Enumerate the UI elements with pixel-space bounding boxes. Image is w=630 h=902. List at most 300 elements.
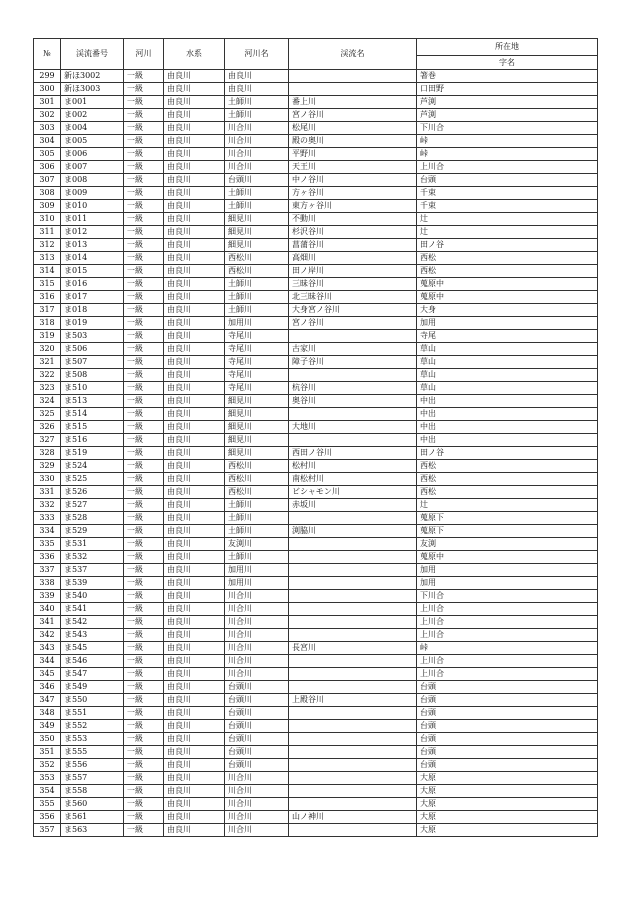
cell-river-name: 土師川 <box>225 278 289 291</box>
cell-stream-code: ま014 <box>61 252 124 265</box>
cell-aza: 友渕 <box>417 538 598 551</box>
table-row <box>34 694 598 707</box>
cell-river-name: 川合川 <box>225 824 289 837</box>
cell-no: 309 <box>34 200 61 213</box>
cell-river-class: 一級 <box>124 798 164 811</box>
cell-aza: 中出 <box>417 395 598 408</box>
cell-stream-name: 不動川 <box>289 213 417 226</box>
cell-stream-name: 奥谷川 <box>289 395 417 408</box>
cell-aza: 台頭 <box>417 174 598 187</box>
cell-water-system: 由良川 <box>164 356 225 369</box>
cell-river-class: 一級 <box>124 83 164 96</box>
cell-no: 300 <box>34 83 61 96</box>
cell-water-system: 由良川 <box>164 499 225 512</box>
cell-water-system: 由良川 <box>164 174 225 187</box>
table-row <box>34 525 598 538</box>
cell-stream-code: 新ほ3003 <box>61 83 124 96</box>
cell-stream-name <box>289 655 417 668</box>
cell-aza: 台頭 <box>417 694 598 707</box>
cell-water-system: 由良川 <box>164 395 225 408</box>
cell-water-system: 由良川 <box>164 161 225 174</box>
cell-no: 305 <box>34 148 61 161</box>
table-row <box>34 577 598 590</box>
cell-river-name: 由良川 <box>225 83 289 96</box>
table-row <box>34 343 598 356</box>
cell-no: 347 <box>34 694 61 707</box>
cell-river-class: 一級 <box>124 408 164 421</box>
cell-aza: 辻 <box>417 213 598 226</box>
cell-no: 301 <box>34 96 61 109</box>
cell-river-class: 一級 <box>124 785 164 798</box>
cell-aza: 台頭 <box>417 733 598 746</box>
cell-aza: 中出 <box>417 408 598 421</box>
cell-stream-name <box>289 720 417 733</box>
cell-river-name: 友渕川 <box>225 538 289 551</box>
cell-water-system: 由良川 <box>164 135 225 148</box>
cell-river-class: 一級 <box>124 538 164 551</box>
cell-water-system: 由良川 <box>164 109 225 122</box>
cell-river-class: 一級 <box>124 109 164 122</box>
cell-river-class: 一級 <box>124 512 164 525</box>
cell-stream-name <box>289 746 417 759</box>
cell-stream-name <box>289 798 417 811</box>
cell-aza: 上川合 <box>417 603 598 616</box>
table-row <box>34 369 598 382</box>
cell-water-system: 由良川 <box>164 343 225 356</box>
table-row <box>34 811 598 824</box>
cell-river-class: 一級 <box>124 577 164 590</box>
cell-river-class: 一級 <box>124 772 164 785</box>
cell-aza: 台頭 <box>417 681 598 694</box>
cell-aza: 上川合 <box>417 161 598 174</box>
cell-river-name: 加用川 <box>225 564 289 577</box>
table-row <box>34 655 598 668</box>
cell-aza: 台頭 <box>417 746 598 759</box>
cell-stream-code: ま013 <box>61 239 124 252</box>
cell-no: 355 <box>34 798 61 811</box>
cell-stream-code: ま528 <box>61 512 124 525</box>
cell-stream-code: ま529 <box>61 525 124 538</box>
cell-water-system: 由良川 <box>164 551 225 564</box>
cell-water-system: 由良川 <box>164 707 225 720</box>
cell-no: 319 <box>34 330 61 343</box>
cell-stream-code: ま510 <box>61 382 124 395</box>
cell-no: 323 <box>34 382 61 395</box>
table-row <box>34 70 598 83</box>
cell-river-class: 一級 <box>124 239 164 252</box>
cell-water-system: 由良川 <box>164 733 225 746</box>
cell-stream-name <box>289 538 417 551</box>
table-row <box>34 746 598 759</box>
cell-river-class: 一級 <box>124 564 164 577</box>
cell-stream-name <box>289 434 417 447</box>
cell-no: 304 <box>34 135 61 148</box>
cell-river-class: 一級 <box>124 551 164 564</box>
cell-water-system: 由良川 <box>164 291 225 304</box>
table-body <box>34 70 598 837</box>
table-row <box>34 785 598 798</box>
cell-river-name: 西松川 <box>225 460 289 473</box>
cell-water-system: 由良川 <box>164 629 225 642</box>
cell-river-name: 土師川 <box>225 551 289 564</box>
cell-water-system: 由良川 <box>164 70 225 83</box>
cell-river-name: 西松川 <box>225 486 289 499</box>
cell-river-class: 一級 <box>124 681 164 694</box>
cell-aza: 西松 <box>417 460 598 473</box>
cell-no: 340 <box>34 603 61 616</box>
cell-stream-name: 高畑川 <box>289 252 417 265</box>
cell-stream-code: ま542 <box>61 616 124 629</box>
table-row <box>34 772 598 785</box>
cell-stream-name <box>289 759 417 772</box>
cell-stream-code: ま563 <box>61 824 124 837</box>
table-row <box>34 759 598 772</box>
cell-river-class: 一級 <box>124 174 164 187</box>
cell-water-system: 由良川 <box>164 434 225 447</box>
table-row <box>34 317 598 330</box>
cell-river-class: 一級 <box>124 135 164 148</box>
cell-stream-code: ま008 <box>61 174 124 187</box>
cell-no: 336 <box>34 551 61 564</box>
cell-no: 344 <box>34 655 61 668</box>
cell-aza: 下川合 <box>417 122 598 135</box>
cell-water-system: 由良川 <box>164 447 225 460</box>
cell-river-class: 一級 <box>124 96 164 109</box>
cell-river-class: 一級 <box>124 330 164 343</box>
cell-stream-name: 上殿谷川 <box>289 694 417 707</box>
cell-no: 302 <box>34 109 61 122</box>
cell-stream-name <box>289 590 417 603</box>
cell-river-class: 一級 <box>124 499 164 512</box>
cell-no: 338 <box>34 577 61 590</box>
cell-stream-code: ま540 <box>61 590 124 603</box>
cell-stream-code: ま508 <box>61 369 124 382</box>
cell-no: 311 <box>34 226 61 239</box>
cell-water-system: 由良川 <box>164 265 225 278</box>
cell-river-name: 川合川 <box>225 603 289 616</box>
table-row <box>34 239 598 252</box>
cell-stream-name: 田ノ岸川 <box>289 265 417 278</box>
cell-water-system: 由良川 <box>164 421 225 434</box>
table-row <box>34 616 598 629</box>
cell-aza: 千束 <box>417 200 598 213</box>
cell-no: 315 <box>34 278 61 291</box>
cell-stream-name: 山ノ神川 <box>289 811 417 824</box>
cell-river-name: 土師川 <box>225 187 289 200</box>
cell-no: 321 <box>34 356 61 369</box>
cell-stream-code: ま011 <box>61 213 124 226</box>
cell-water-system: 由良川 <box>164 720 225 733</box>
cell-water-system: 由良川 <box>164 785 225 798</box>
cell-stream-name <box>289 733 417 746</box>
cell-river-name: 寺尾川 <box>225 343 289 356</box>
cell-stream-name <box>289 551 417 564</box>
cell-river-name: 細見川 <box>225 213 289 226</box>
cell-river-name: 川合川 <box>225 785 289 798</box>
cell-stream-code: ま010 <box>61 200 124 213</box>
cell-stream-name: 宮ノ谷川 <box>289 109 417 122</box>
cell-stream-code: ま537 <box>61 564 124 577</box>
cell-aza: 箸巻 <box>417 70 598 83</box>
cell-river-class: 一級 <box>124 200 164 213</box>
cell-stream-code: ま007 <box>61 161 124 174</box>
table-row <box>34 395 598 408</box>
cell-water-system: 由良川 <box>164 655 225 668</box>
cell-water-system: 由良川 <box>164 122 225 135</box>
cell-no: 345 <box>34 668 61 681</box>
cell-aza: 蒐原中 <box>417 291 598 304</box>
cell-stream-name: 三昧谷川 <box>289 278 417 291</box>
cell-stream-name: 松村川 <box>289 460 417 473</box>
cell-river-name: 寺尾川 <box>225 382 289 395</box>
cell-stream-code: ま018 <box>61 304 124 317</box>
cell-river-name: 細見川 <box>225 239 289 252</box>
table-row <box>34 356 598 369</box>
cell-stream-code: ま556 <box>61 759 124 772</box>
cell-water-system: 由良川 <box>164 369 225 382</box>
cell-no: 318 <box>34 317 61 330</box>
cell-stream-code: ま551 <box>61 707 124 720</box>
cell-water-system: 由良川 <box>164 746 225 759</box>
cell-water-system: 由良川 <box>164 382 225 395</box>
cell-aza: 大原 <box>417 824 598 837</box>
stream-table <box>33 38 598 837</box>
cell-stream-code: ま519 <box>61 447 124 460</box>
cell-river-name: 寺尾川 <box>225 356 289 369</box>
cell-stream-code: ま009 <box>61 187 124 200</box>
table-row <box>34 213 598 226</box>
cell-stream-name <box>289 772 417 785</box>
cell-no: 350 <box>34 733 61 746</box>
cell-stream-name: 渕脇川 <box>289 525 417 538</box>
cell-aza: 台頭 <box>417 720 598 733</box>
table-row <box>34 304 598 317</box>
table-row <box>34 564 598 577</box>
cell-river-name: 台頭川 <box>225 759 289 772</box>
cell-river-name: 川合川 <box>225 616 289 629</box>
table-row <box>34 824 598 837</box>
cell-stream-name: 番上川 <box>289 96 417 109</box>
cell-river-class: 一級 <box>124 70 164 83</box>
cell-stream-name: ビシャモン川 <box>289 486 417 499</box>
cell-aza: 大原 <box>417 811 598 824</box>
cell-stream-code: ま539 <box>61 577 124 590</box>
table-row <box>34 447 598 460</box>
cell-aza: 西松 <box>417 252 598 265</box>
table-row <box>34 512 598 525</box>
cell-stream-code: ま012 <box>61 226 124 239</box>
cell-aza: 加用 <box>417 317 598 330</box>
cell-no: 352 <box>34 759 61 772</box>
cell-river-name: 西松川 <box>225 252 289 265</box>
cell-river-class: 一級 <box>124 486 164 499</box>
cell-aza: 草山 <box>417 343 598 356</box>
cell-river-class: 一級 <box>124 265 164 278</box>
cell-no: 326 <box>34 421 61 434</box>
table-row <box>34 590 598 603</box>
cell-water-system: 由良川 <box>164 798 225 811</box>
cell-water-system: 由良川 <box>164 330 225 343</box>
table-row <box>34 733 598 746</box>
cell-aza: 大身 <box>417 304 598 317</box>
cell-river-class: 一級 <box>124 382 164 395</box>
cell-stream-code: ま557 <box>61 772 124 785</box>
cell-stream-code: ま532 <box>61 551 124 564</box>
cell-river-name: 土師川 <box>225 499 289 512</box>
cell-river-name: 由良川 <box>225 70 289 83</box>
cell-water-system: 由良川 <box>164 408 225 421</box>
cell-no: 356 <box>34 811 61 824</box>
cell-stream-code: 新ほ3002 <box>61 70 124 83</box>
cell-river-class: 一級 <box>124 317 164 330</box>
cell-river-class: 一級 <box>124 733 164 746</box>
cell-river-class: 一級 <box>124 421 164 434</box>
cell-stream-name: 宮ノ谷川 <box>289 317 417 330</box>
cell-aza: 大原 <box>417 772 598 785</box>
cell-stream-name <box>289 668 417 681</box>
cell-river-class: 一級 <box>124 616 164 629</box>
cell-stream-name <box>289 512 417 525</box>
cell-stream-name <box>289 681 417 694</box>
cell-stream-code: ま516 <box>61 434 124 447</box>
table-row <box>34 408 598 421</box>
cell-stream-code: ま541 <box>61 603 124 616</box>
table-row <box>34 83 598 96</box>
cell-river-class: 一級 <box>124 655 164 668</box>
cell-river-class: 一級 <box>124 343 164 356</box>
cell-aza: 峠 <box>417 135 598 148</box>
cell-stream-name <box>289 603 417 616</box>
cell-no: 339 <box>34 590 61 603</box>
cell-aza: 蒐原中 <box>417 278 598 291</box>
cell-river-name: 西松川 <box>225 473 289 486</box>
table-row <box>34 486 598 499</box>
cell-stream-name: 松尾川 <box>289 122 417 135</box>
cell-river-class: 一級 <box>124 434 164 447</box>
header-river-name: 河川名 <box>225 39 289 70</box>
cell-river-name: 土師川 <box>225 200 289 213</box>
cell-aza: 峠 <box>417 148 598 161</box>
table-row <box>34 473 598 486</box>
cell-river-class: 一級 <box>124 148 164 161</box>
cell-river-name: 台頭川 <box>225 174 289 187</box>
cell-stream-code: ま543 <box>61 629 124 642</box>
cell-no: 354 <box>34 785 61 798</box>
cell-no: 310 <box>34 213 61 226</box>
cell-no: 351 <box>34 746 61 759</box>
cell-aza: 田ノ谷 <box>417 239 598 252</box>
cell-river-class: 一級 <box>124 707 164 720</box>
cell-stream-name <box>289 564 417 577</box>
cell-river-class: 一級 <box>124 122 164 135</box>
cell-water-system: 由良川 <box>164 616 225 629</box>
cell-river-name: 川合川 <box>225 655 289 668</box>
cell-stream-name <box>289 707 417 720</box>
cell-river-name: 細見川 <box>225 447 289 460</box>
header-river-class: 河川 <box>124 39 164 70</box>
header-stream-code: 渓流番号 <box>61 39 124 70</box>
table-row <box>34 122 598 135</box>
cell-river-class: 一級 <box>124 603 164 616</box>
table-row <box>34 252 598 265</box>
cell-aza: 辻 <box>417 226 598 239</box>
cell-aza: 加用 <box>417 577 598 590</box>
cell-no: 353 <box>34 772 61 785</box>
table-header <box>34 39 598 70</box>
cell-no: 313 <box>34 252 61 265</box>
cell-stream-name <box>289 83 417 96</box>
cell-stream-name: 南松村川 <box>289 473 417 486</box>
cell-stream-name: 殿の奥川 <box>289 135 417 148</box>
cell-river-class: 一級 <box>124 694 164 707</box>
cell-water-system: 由良川 <box>164 213 225 226</box>
cell-river-class: 一級 <box>124 226 164 239</box>
cell-no: 331 <box>34 486 61 499</box>
cell-water-system: 由良川 <box>164 460 225 473</box>
cell-water-system: 由良川 <box>164 603 225 616</box>
cell-river-name: 加用川 <box>225 317 289 330</box>
cell-stream-name: 西田ノ谷川 <box>289 447 417 460</box>
cell-no: 332 <box>34 499 61 512</box>
cell-no: 348 <box>34 707 61 720</box>
table-row <box>34 629 598 642</box>
cell-stream-code: ま550 <box>61 694 124 707</box>
cell-stream-name <box>289 369 417 382</box>
cell-stream-code: ま006 <box>61 148 124 161</box>
cell-river-name: 川合川 <box>225 772 289 785</box>
cell-stream-code: ま507 <box>61 356 124 369</box>
cell-stream-name <box>289 577 417 590</box>
table-row <box>34 434 598 447</box>
cell-stream-code: ま549 <box>61 681 124 694</box>
table-row <box>34 798 598 811</box>
cell-stream-name: 障子谷川 <box>289 356 417 369</box>
cell-river-class: 一級 <box>124 629 164 642</box>
table-row <box>34 278 598 291</box>
cell-river-class: 一級 <box>124 642 164 655</box>
cell-stream-code: ま547 <box>61 668 124 681</box>
table-row <box>34 538 598 551</box>
table-row <box>34 499 598 512</box>
cell-aza: 蒐原中 <box>417 551 598 564</box>
cell-aza: 上川合 <box>417 616 598 629</box>
cell-stream-name: 北三昧谷川 <box>289 291 417 304</box>
cell-river-name: 土師川 <box>225 96 289 109</box>
cell-no: 343 <box>34 642 61 655</box>
cell-river-class: 一級 <box>124 525 164 538</box>
cell-water-system: 由良川 <box>164 681 225 694</box>
table-row <box>34 382 598 395</box>
table-row <box>34 96 598 109</box>
header-stream-name: 渓流名 <box>289 39 417 70</box>
cell-river-name: 川合川 <box>225 668 289 681</box>
cell-aza: 上川合 <box>417 629 598 642</box>
cell-river-class: 一級 <box>124 460 164 473</box>
cell-no: 316 <box>34 291 61 304</box>
cell-no: 307 <box>34 174 61 187</box>
cell-stream-name: 方ヶ谷川 <box>289 187 417 200</box>
cell-stream-code: ま527 <box>61 499 124 512</box>
cell-aza: 草山 <box>417 356 598 369</box>
cell-no: 335 <box>34 538 61 551</box>
cell-water-system: 由良川 <box>164 811 225 824</box>
cell-stream-name <box>289 785 417 798</box>
cell-river-class: 一級 <box>124 213 164 226</box>
cell-water-system: 由良川 <box>164 304 225 317</box>
cell-stream-code: ま514 <box>61 408 124 421</box>
cell-stream-name: 天王川 <box>289 161 417 174</box>
cell-stream-code: ま546 <box>61 655 124 668</box>
